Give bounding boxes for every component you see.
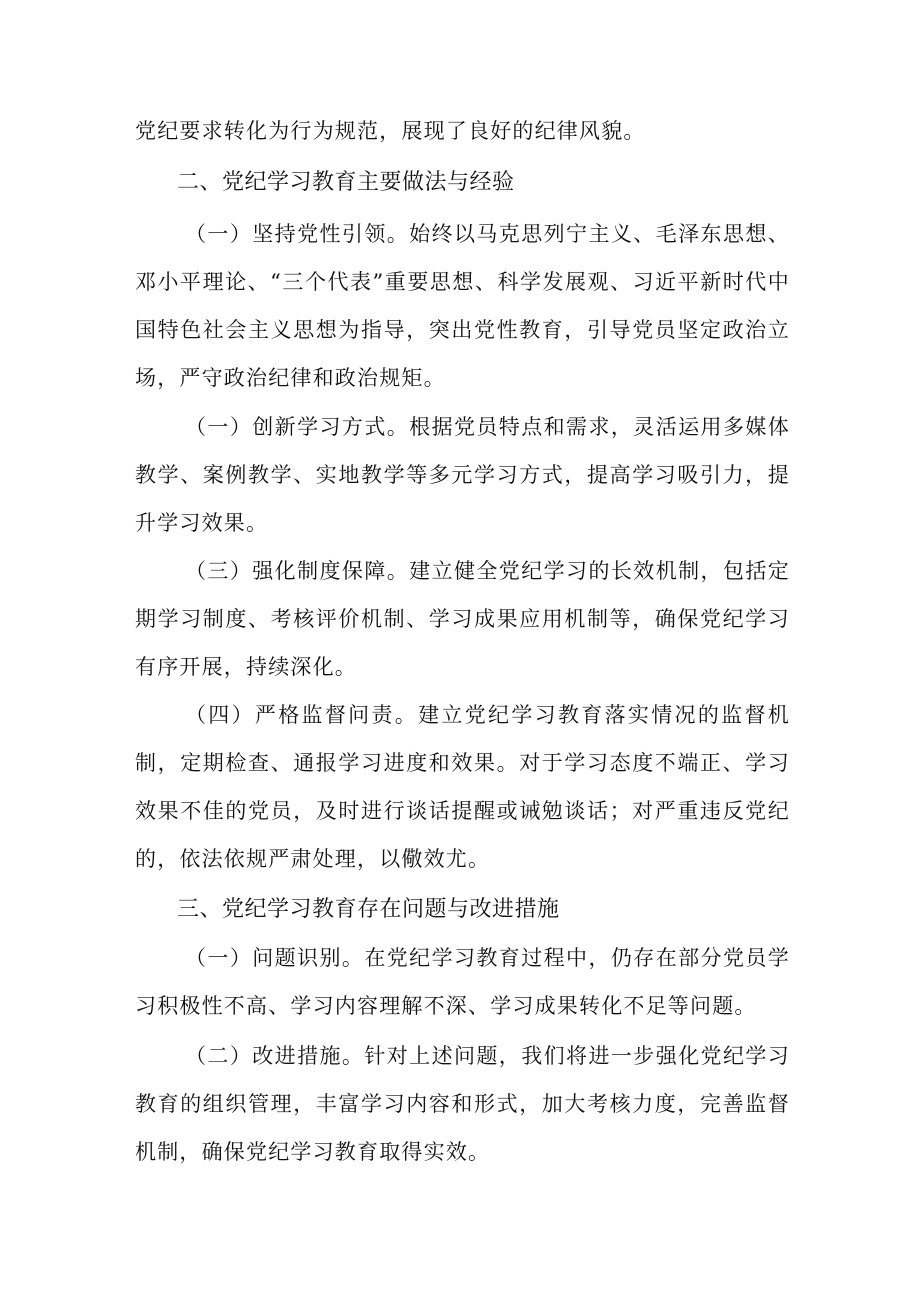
section-2-paragraph-2: （一）创新学习方式。根据党员特点和需求，灵活运用多媒体教学、案例教学、实地教学等多元学习方式，提高学习吸引力，提升学习效果。 bbox=[135, 415, 790, 535]
section-3-heading: 三、党纪学习教育存在问题与改进措施 bbox=[177, 897, 560, 922]
intro-paragraph-tail: 党纪要求转化为行为规范，展现了良好的纪律风貌。 bbox=[135, 119, 646, 143]
section-2-paragraph-1: （一）坚持党性引领。始终以马克思列宁主义、毛泽东思想、邓小平理论、“三个代表”重要思想、科学发展观、习近平新时代中国特色社会主义思想为指导，突出党性教育，引导党员坚定政治立场，严守政治纪律和政治规矩。 bbox=[135, 222, 790, 390]
section-3-paragraph-1: （一）问题识别。在党纪学习教育过程中，仍存在部分党员学习积极性不高、学习内容理解不深、学习成果转化不足等问题。 bbox=[135, 946, 790, 1018]
section-3-paragraph-2: （二）改进措施。针对上述问题，我们将进一步强化党纪学习教育的组织管理，丰富学习内容和形式，加大考核力度，完善监督机制，确保党纪学习教育取得实效。 bbox=[135, 1044, 790, 1164]
section-2-heading: 二、党纪学习教育主要做法与经验 bbox=[177, 170, 515, 195]
section-2-paragraph-3: （三）强化制度保障。建立健全党纪学习的长效机制，包括定期学习制度、考核评价机制、学习成果应用机制等，确保党纪学习有序开展，持续深化。 bbox=[135, 559, 790, 679]
section-2-paragraph-4: （四）严格监督问责。建立党纪学习教育落实情况的监督机制，定期检查、通报学习进度和效果。对于学习态度不端正、学习效果不佳的党员，及时进行谈话提醒或诫勉谈话；对严重违反党纪的，依法依规严肃处理，以儆效尤。 bbox=[135, 703, 790, 871]
